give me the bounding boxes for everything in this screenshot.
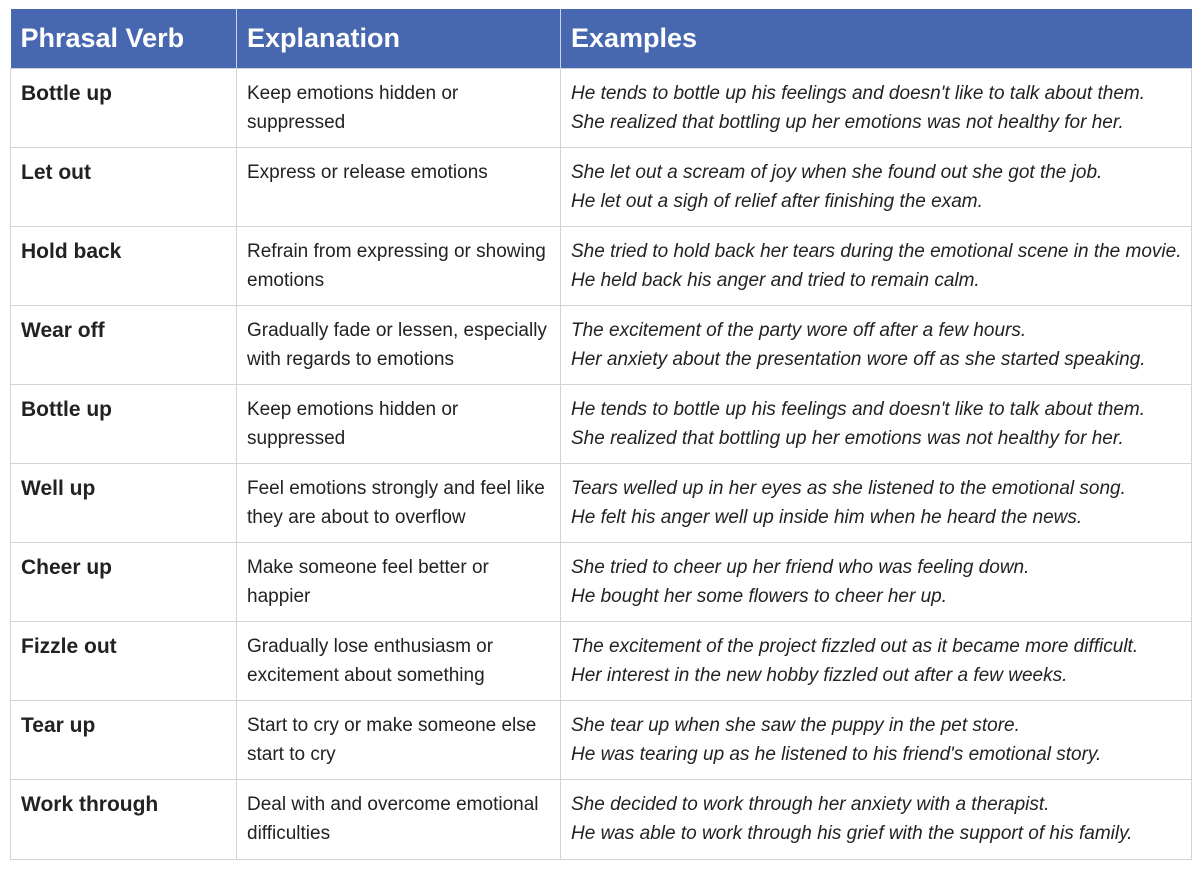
header-explanation: Explanation	[237, 9, 561, 68]
table-body	[11, 68, 1192, 859]
example-sentence-2: She realized that bottling up her emotions was not healthy for her.	[571, 112, 1124, 133]
explanation-cell: Refrain from expressing or showing emotions	[237, 226, 561, 305]
phrasal-verb-cell: Bottle up	[11, 68, 237, 147]
phrasal-verb-cell: Tear up	[11, 700, 237, 779]
phrasal-verb-cell: Work through	[11, 779, 237, 859]
example-sentence-1: He tends to bottle up his feelings and doesn't like to talk about them.	[571, 398, 1145, 420]
example-sentence-2: Her interest in the new hobby fizzled out after a few weeks.	[571, 665, 1068, 686]
examples-cell	[561, 463, 1192, 542]
explanation-cell: Gradually fade or lessen, especially with regards to emotions	[237, 305, 561, 384]
example-sentence-1: The excitement of the project fizzled out as it became more difficult.	[571, 635, 1139, 657]
example-sentence-2: He bought her some flowers to cheer her up.	[571, 586, 947, 607]
table-row	[11, 384, 1192, 463]
phrasal-verb-cell: Fizzle out	[11, 621, 237, 700]
table-row	[11, 779, 1192, 859]
examples-cell	[561, 621, 1192, 700]
explanation-cell: Feel emotions strongly and feel like they are about to overflow	[237, 463, 561, 542]
example-sentence-1: She let out a scream of joy when she found out she got the job.	[571, 161, 1103, 183]
examples-cell	[561, 147, 1192, 226]
phrasal-verb-cell: Hold back	[11, 226, 237, 305]
explanation-cell: Gradually lose enthusiasm or excitement about something	[237, 621, 561, 700]
table-row	[11, 68, 1192, 147]
example-sentence-2: Her anxiety about the presentation wore off as she started speaking.	[571, 349, 1146, 370]
explanation-cell: Keep emotions hidden or suppressed	[237, 68, 561, 147]
examples-cell	[561, 68, 1192, 147]
phrasal-verbs-table	[10, 9, 1192, 860]
examples-cell	[561, 384, 1192, 463]
phrasal-verb-cell: Cheer up	[11, 542, 237, 621]
examples-cell	[561, 779, 1192, 859]
examples-cell	[561, 542, 1192, 621]
phrasal-verb-cell: Wear off	[11, 305, 237, 384]
table-row	[11, 542, 1192, 621]
example-sentence-2: He held back his anger and tried to remain calm.	[571, 270, 980, 291]
explanation-cell: Express or release emotions	[237, 147, 561, 226]
header-examples: Examples	[561, 9, 1192, 68]
example-sentence-1: She decided to work through her anxiety with a therapist.	[571, 793, 1050, 815]
example-sentence-2: She realized that bottling up her emotions was not healthy for her.	[571, 428, 1124, 449]
table-row	[11, 147, 1192, 226]
explanation-cell: Start to cry or make someone else start to cry	[237, 700, 561, 779]
example-sentence-2: He was able to work through his grief with the support of his family.	[571, 823, 1133, 844]
explanation-cell: Make someone feel better or happier	[237, 542, 561, 621]
example-sentence-1: He tends to bottle up his feelings and doesn't like to talk about them.	[571, 82, 1145, 104]
examples-cell	[561, 226, 1192, 305]
table-row	[11, 700, 1192, 779]
example-sentence-2: He was tearing up as he listened to his friend's emotional story.	[571, 744, 1102, 765]
example-sentence-1: The excitement of the party wore off after a few hours.	[571, 319, 1027, 341]
table-row	[11, 621, 1192, 700]
header-row	[11, 9, 1192, 68]
example-sentence-1: She tried to hold back her tears during the emotional scene in the movie.	[571, 240, 1182, 262]
header-phrasal-verb: Phrasal Verb	[11, 9, 237, 68]
phrasal-verb-cell: Bottle up	[11, 384, 237, 463]
explanation-cell: Deal with and overcome emotional difficulties	[237, 779, 561, 859]
phrasal-verb-cell: Well up	[11, 463, 237, 542]
explanation-cell: Keep emotions hidden or suppressed	[237, 384, 561, 463]
phrasal-verbs-table-container	[10, 9, 1191, 860]
table-header	[11, 9, 1192, 68]
example-sentence-1: She tried to cheer up her friend who was feeling down.	[571, 556, 1030, 578]
example-sentence-1: She tear up when she saw the puppy in the pet store.	[571, 714, 1020, 736]
example-sentence-1: Tears welled up in her eyes as she listened to the emotional song.	[571, 477, 1126, 499]
example-sentence-2: He let out a sigh of relief after finishing the exam.	[571, 191, 983, 212]
phrasal-verb-cell: Let out	[11, 147, 237, 226]
table-row	[11, 305, 1192, 384]
table-row	[11, 463, 1192, 542]
examples-cell	[561, 700, 1192, 779]
table-row	[11, 226, 1192, 305]
example-sentence-2: He felt his anger well up inside him when he heard the news.	[571, 507, 1083, 528]
examples-cell	[561, 305, 1192, 384]
